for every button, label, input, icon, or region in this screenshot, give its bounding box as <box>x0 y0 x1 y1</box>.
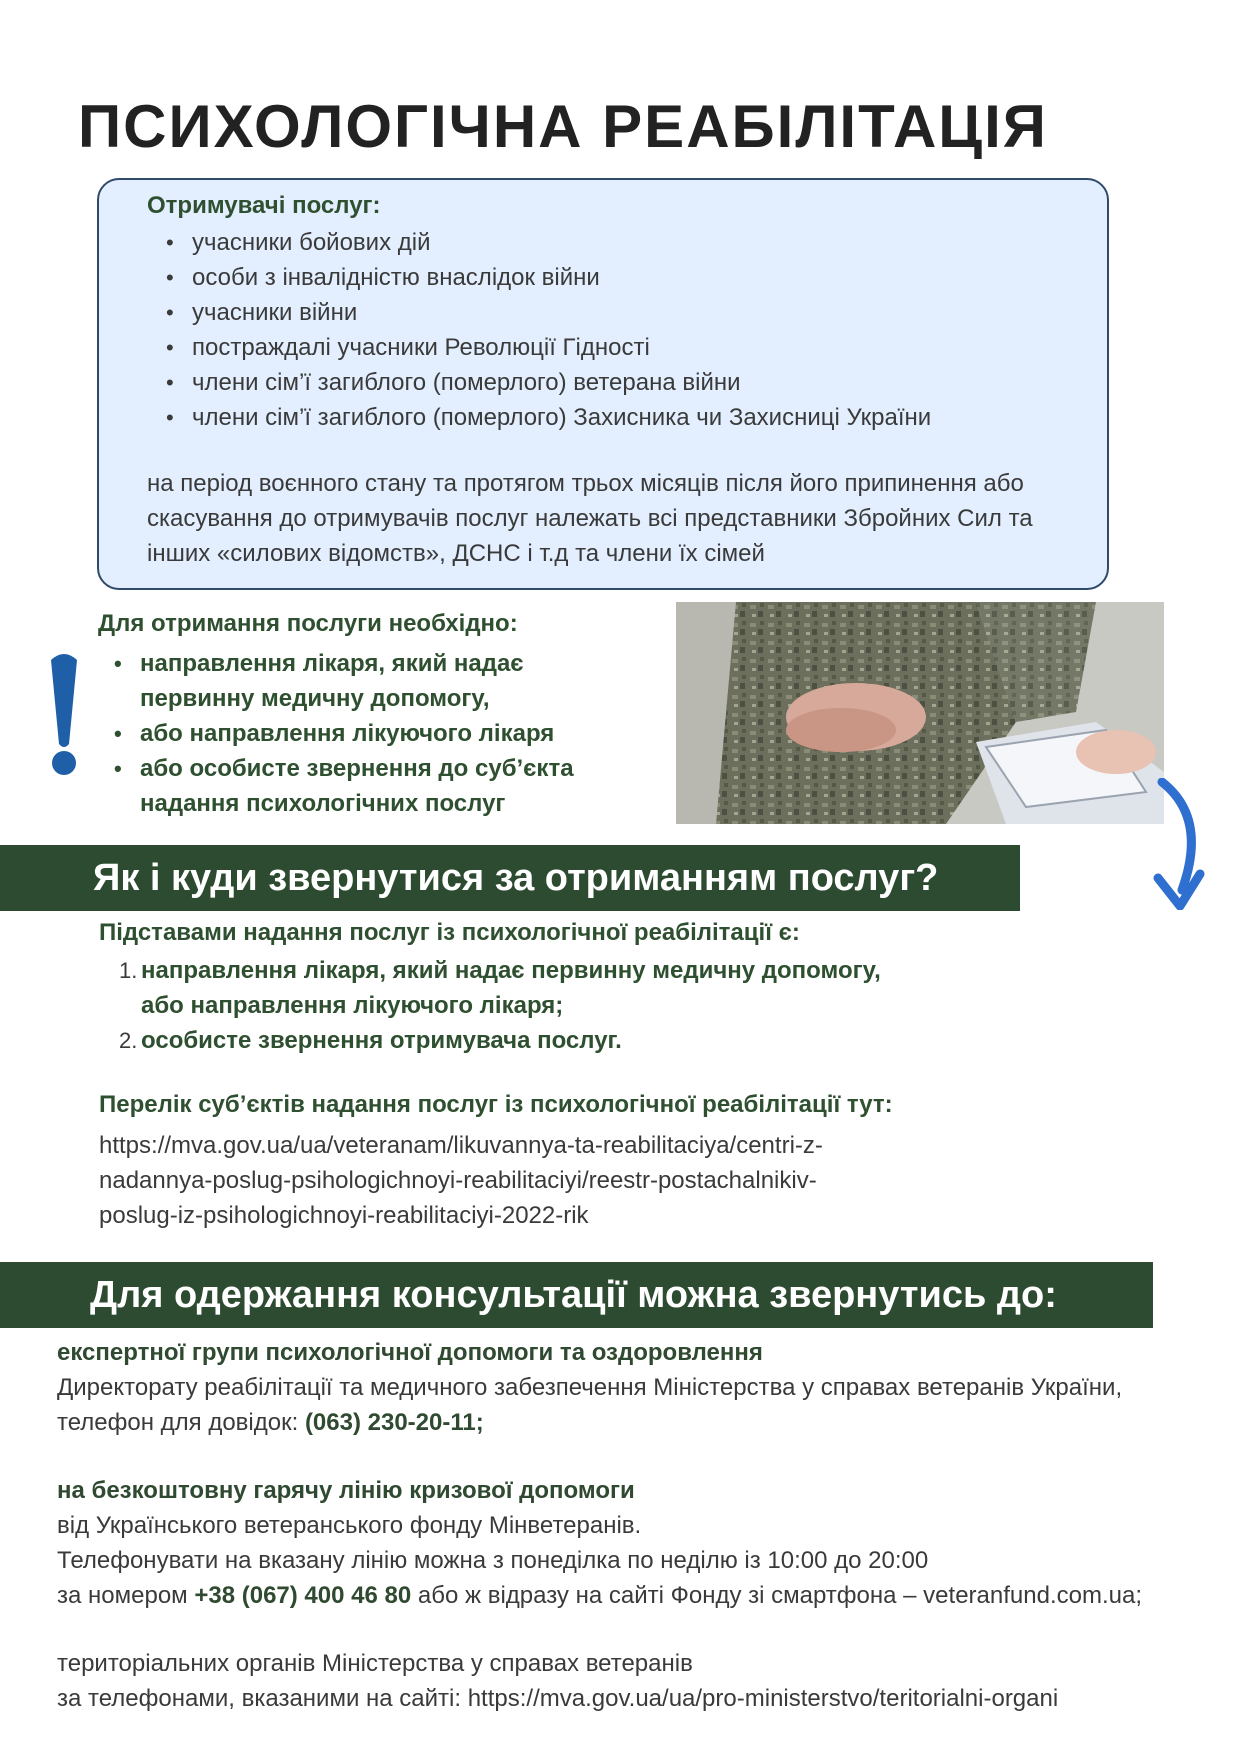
recipients-heading: Отримувачі послуг: <box>147 192 381 219</box>
list-text: особисте звернення отримувача послуг. <box>141 1027 622 1054</box>
list-item-continuation: надання психологічних послуг <box>140 790 506 817</box>
list-item <box>99 953 881 988</box>
expert-phone-line <box>57 1405 1217 1440</box>
note-line: скасування до отримувачів послуг належать всі представники Збройних Сил та <box>147 505 1033 532</box>
photo-soldier-consultation <box>676 602 1164 824</box>
expert-line: Директорату реабілітації та медичного забезпечення Міністерства у справах ветеранів України, <box>57 1374 1123 1401</box>
expert-phone[interactable]: (063) 230-20-11; <box>304 1409 484 1436</box>
requirements-list <box>98 646 574 821</box>
section-banner-how-to: Як і куди звернутися за отриманням послуг? <box>0 845 1020 911</box>
url-line[interactable]: poslug-iz-psihologichnoyi-reabilitaciyi-2022-rik <box>99 1202 589 1229</box>
note-line: інших «силових відомств», ДСНС і т.д та члени їх сімей <box>147 540 765 567</box>
section-banner-consult: Для одержання консультації можна звернутись до: <box>0 1262 1153 1328</box>
list-number: 2. <box>119 1028 138 1053</box>
hotline-block <box>57 1473 1217 1613</box>
expert-heading: експертної групи психологічної допомоги та оздоровлення <box>57 1339 763 1366</box>
list-item: • постраждалі учасники Революції Гідності <box>150 330 931 365</box>
territorial-line: територіальних органів Міністерства у справах ветеранів <box>57 1650 693 1677</box>
territorial-link[interactable]: за телефонами, вказаними на сайті: https://mva.gov.ua/ua/pro-ministerstvo/teritorialni-organi <box>57 1685 1059 1712</box>
hotline-heading: на безкоштовну гарячу лінію кризової допомоги <box>57 1477 635 1504</box>
list-item: • направлення лікаря, який надає <box>98 646 574 681</box>
requirements-heading: Для отримання послуги необхідно: <box>98 610 518 637</box>
hotline-text: або ж відразу на сайті Фонду зі смартфона – veteranfund.com.ua; <box>411 1582 1142 1609</box>
list-item: • члени сім’ї загиблого (померлого) ветерана війни <box>150 365 931 400</box>
hotline-text: за номером <box>57 1582 195 1609</box>
page-title: ПСИХОЛОГІЧНА РЕАБІЛІТАЦІЯ <box>78 93 1048 160</box>
hotline-line: від Українського ветеранського фонду Мінветеранів. <box>57 1512 642 1539</box>
list-item-continuation <box>99 988 881 1023</box>
list-item: • учасники бойових дій <box>150 225 931 260</box>
providers-heading: Перелік суб’єктів надання послуг із психологічної реабілітації тут: <box>99 1091 893 1118</box>
list-text: направлення лікаря, який надає первинну медичну допомогу, <box>141 957 881 984</box>
list-item: • учасники війни <box>150 295 931 330</box>
list-item <box>99 1023 881 1058</box>
list-item-continuation: первинну медичну допомогу, <box>140 685 490 712</box>
list-item: • або направлення лікуючого лікаря <box>98 716 574 751</box>
list-number: 1. <box>119 958 138 983</box>
grounds-list <box>99 953 881 1058</box>
providers-link[interactable] <box>99 1128 959 1233</box>
list-item: • або особисте звернення до суб’єкта <box>98 751 574 786</box>
recipients-note <box>147 466 1107 571</box>
list-item: • члени сім’ї загиблого (померлого) Захисника чи Захисниці України <box>150 400 931 435</box>
hotline-phone[interactable]: +38 (067) 400 46 80 <box>194 1582 412 1609</box>
hotline-phone-line <box>57 1578 1217 1613</box>
url-line[interactable]: nadannya-poslug-psihologichnoyi-reabilitaciyi/reestr-postachalnikiv- <box>99 1167 817 1194</box>
recipients-list <box>150 225 931 435</box>
note-line: на період воєнного стану та протягом трьох місяців після його припинення або <box>147 470 1024 497</box>
list-item: • особи з інвалідністю внаслідок війни <box>150 260 931 295</box>
url-line[interactable]: https://mva.gov.ua/ua/veteranam/likuvannya-ta-reabilitaciya/centri-z- <box>99 1132 823 1159</box>
exclamation-icon <box>46 652 82 776</box>
list-text: або направлення лікуючого лікаря; <box>141 992 564 1019</box>
expert-group-block <box>57 1335 1217 1440</box>
territorial-block <box>57 1646 1217 1716</box>
phone-label: телефон для довідок: <box>57 1409 305 1436</box>
hotline-line: Телефонувати на вказану лінію можна з понеділка по неділю із 10:00 до 20:00 <box>57 1547 929 1574</box>
curved-arrow-icon <box>1148 778 1206 910</box>
grounds-heading: Підставами надання послуг із психологічної реабілітації є: <box>99 919 800 946</box>
